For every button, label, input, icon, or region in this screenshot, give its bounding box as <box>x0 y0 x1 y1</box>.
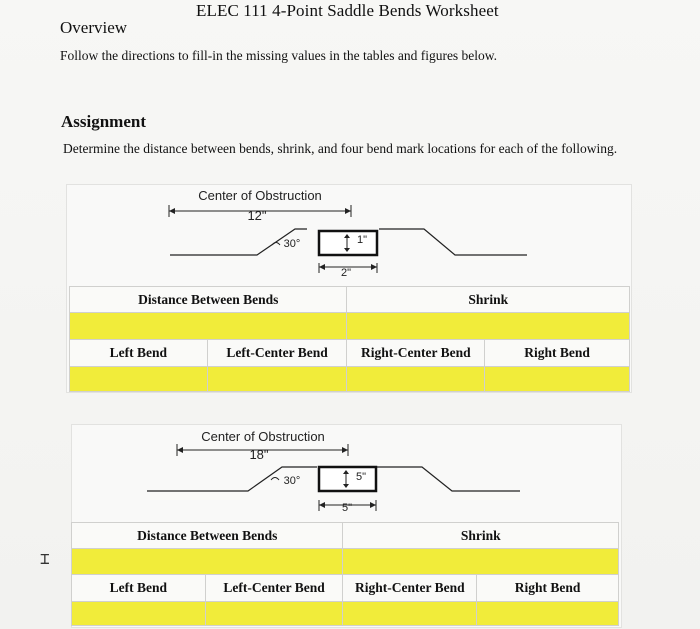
overview-text: Follow the directions to fill-in the missing values in the tables and figures below. <box>60 48 498 63</box>
right-center-bend-answer[interactable] <box>347 367 485 392</box>
right-bend-header: Right Bend <box>477 575 619 602</box>
center-of-obstruction-label: Center of Obstruction <box>201 429 325 444</box>
bend-angle: 30° <box>283 475 301 487</box>
problem-1-card <box>66 184 632 393</box>
right-bend-answer[interactable] <box>477 602 619 626</box>
problem-2-card <box>71 424 622 628</box>
answer-table-2 <box>71 522 619 626</box>
left-center-bend-answer[interactable] <box>207 367 347 392</box>
right-center-bend-header: Right-Center Bend <box>347 340 485 367</box>
left-center-bend-answer[interactable] <box>205 602 343 626</box>
obstruction-width: 5" <box>341 502 353 514</box>
distance-between-bends-header: Distance Between Bends <box>72 523 343 549</box>
left-center-bend-header: Left-Center Bend <box>207 340 347 367</box>
right-center-bend-answer[interactable] <box>343 602 477 626</box>
obstruction-height: 5" <box>355 471 367 483</box>
text-cursor-icon: ⌶ <box>40 549 50 568</box>
right-bend-header: Right Bend <box>485 340 630 367</box>
shrink-answer[interactable] <box>343 549 619 575</box>
distance-between-bends-answer[interactable] <box>70 313 347 340</box>
overview-heading: Overview <box>60 18 128 37</box>
shrink-answer[interactable] <box>347 313 630 340</box>
assignment-text: Determine the distance between bends, shrink, and four bend mark locations for each of the following. <box>63 141 618 156</box>
left-bend-answer[interactable] <box>70 367 208 392</box>
center-of-obstruction-label: Center of Obstruction <box>198 188 322 203</box>
right-bend-answer[interactable] <box>485 367 630 392</box>
answer-table-1 <box>69 286 630 392</box>
document-title: ELEC 111 4-Point Saddle Bends Worksheet <box>196 1 499 20</box>
right-center-bend-header: Right-Center Bend <box>343 575 477 602</box>
left-bend-answer[interactable] <box>72 602 206 626</box>
shrink-header: Shrink <box>343 523 619 549</box>
left-bend-header: Left Bend <box>70 340 208 367</box>
obstruction-width: 2" <box>340 267 352 279</box>
distance-between-bends-answer[interactable] <box>72 549 343 575</box>
obstruction-height: 1" <box>356 234 368 246</box>
assignment-heading: Assignment <box>61 112 147 131</box>
center-value: 12" <box>247 208 267 223</box>
left-center-bend-header: Left-Center Bend <box>205 575 343 602</box>
shrink-header: Shrink <box>347 287 630 313</box>
left-bend-header: Left Bend <box>72 575 206 602</box>
center-value: 18" <box>249 447 269 462</box>
distance-between-bends-header: Distance Between Bends <box>70 287 347 313</box>
bend-angle: 30° <box>283 238 301 250</box>
